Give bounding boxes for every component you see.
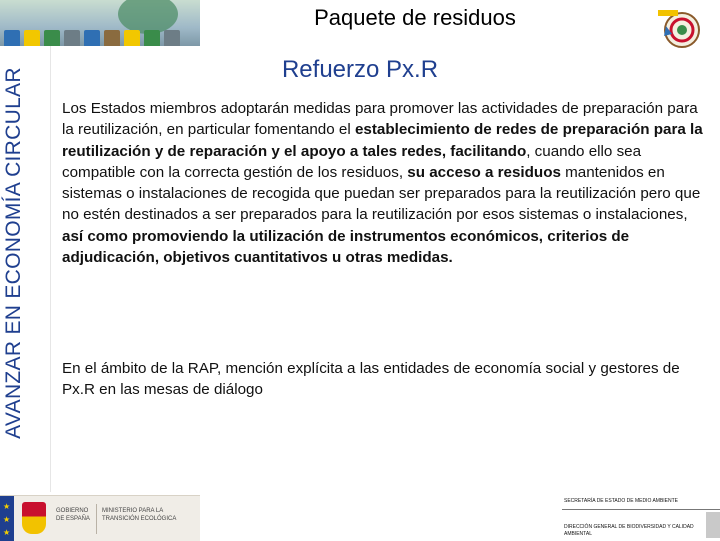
text-run-bold: su acceso a residuos: [407, 163, 561, 181]
recycle-symbol-icon: [118, 0, 178, 34]
page-title: Paquete de residuos: [314, 5, 516, 30]
coat-of-arms-icon: [22, 502, 46, 534]
footer-government-logos: [0, 495, 200, 541]
yellow-bin-icon: [24, 30, 40, 46]
text-run-bold: establecimiento de redes de preparación para la reutilización y de reparación y el apoyo a tales redes, facilitando: [62, 121, 703, 160]
text-run-bold: así como promoviendo la utilización de instrumentos económicos, criterios de adjudicación, objetivos cuantitativos u otras medidas.: [62, 227, 630, 267]
star-icon: ★: [3, 502, 11, 511]
decorative-block: [706, 512, 720, 538]
brown-bin-icon: [104, 30, 120, 46]
divider: [96, 504, 97, 534]
vertical-title: AVANZAR EN ECONOMÍA CIRCULAR: [2, 67, 25, 439]
green-bin-icon: [44, 30, 60, 46]
footer-agency-labels: [562, 496, 720, 540]
recycling-bins-image: [0, 0, 200, 46]
text-run: Los Estados miembros adoptarán medidas para promover las actividades de preparación para la reutilización, en particular fomentando el: [62, 100, 698, 139]
blue-bin-icon: [4, 30, 20, 46]
text-run: , cuando ello sea compatible con la correcta gestión de los residuos,: [62, 142, 642, 181]
circular-economy-logo-icon: [652, 6, 708, 50]
ministry-label: MINISTERIO PARA LA TRANSICIÓN ECOLÓGICA: [102, 508, 177, 522]
star-icon: ★: [3, 515, 11, 524]
yellow-bin-icon: [124, 30, 140, 46]
text-run: mantenidos en sistemas o instalaciones de recogida que puedan ser preparados para la reutilización pero que no estén destinados a ser preparados para la reutilización por esos sistemas o instalaciones,: [62, 163, 701, 224]
paragraph-rap: En el ámbito de la RAP, mención explícita a las entidades de economía social y gestores de Px.R en las mesas de diálogo: [62, 360, 680, 399]
blue-bin-icon: [84, 30, 100, 46]
side-banner: [0, 0, 51, 492]
secretaria-label: SECRETARÍA DE ESTADO DE MEDIO AMBIENTE: [562, 496, 720, 510]
grey-bin-icon: [64, 30, 80, 46]
star-icon: ★: [3, 528, 11, 537]
paragraph-preparation-reuse: [62, 98, 712, 268]
section-heading: Refuerzo Px.R: [281, 56, 439, 83]
eu-flag-icon: [0, 496, 14, 541]
green-bin-icon: [144, 30, 160, 46]
direccion-label: DIRECCIÓN GENERAL DE BIODIVERSIDAD Y CALIDAD AMBIENTAL: [564, 524, 694, 537]
government-label: GOBIERNO DE ESPAÑA: [56, 508, 90, 522]
grey-bin-icon: [164, 30, 180, 46]
